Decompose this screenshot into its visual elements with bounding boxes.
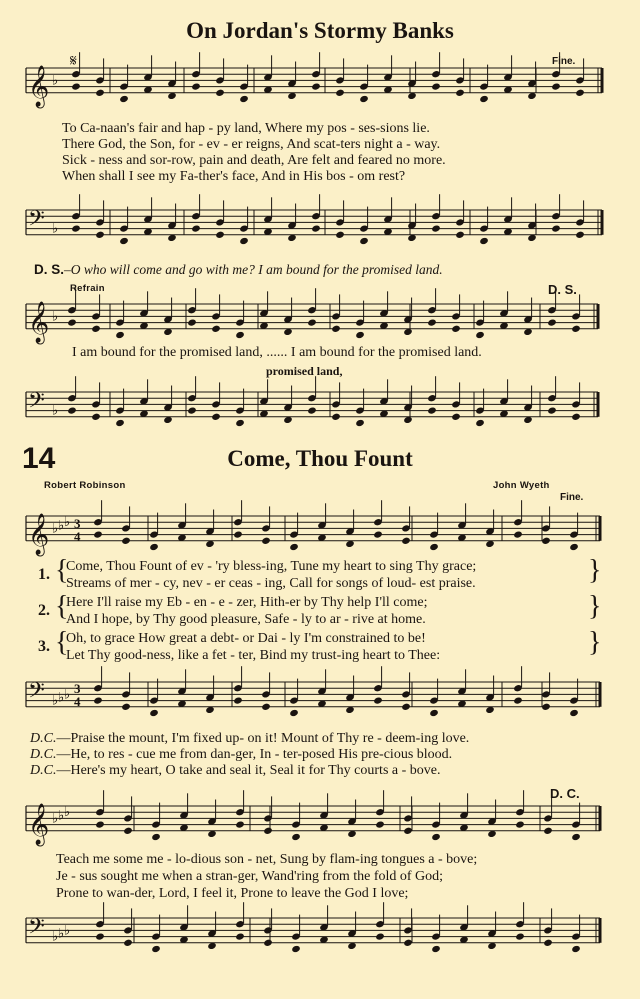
final-lyric: Je - sus sought me when a stran-ger, Wand'ring from the fold of God; — [56, 869, 444, 884]
note-head — [429, 543, 439, 551]
note-head — [431, 82, 441, 90]
note-head — [233, 696, 243, 704]
treble-clef-icon: 𝄞 — [28, 301, 50, 343]
note-head — [71, 224, 81, 232]
note-head — [331, 325, 341, 333]
dc-line — [30, 763, 441, 779]
brace-left: { — [55, 555, 69, 586]
time-signature: 4 — [74, 694, 81, 709]
note-head — [71, 82, 81, 90]
time-signature: 3 — [74, 681, 81, 696]
refrain-lyric: I am bound for the promised land, ...... I am bound for the promised land. — [72, 345, 482, 360]
final-lyric: Teach me some me - lo-dious son - net, Sung by flam-ing tongues a - bove; — [56, 852, 478, 867]
note-head — [475, 331, 485, 339]
ds-mark: D. S. — [548, 282, 577, 297]
note-head — [575, 231, 585, 239]
note-head — [513, 530, 523, 538]
note-head — [95, 820, 105, 828]
note-head — [375, 820, 385, 828]
note-head — [291, 833, 301, 841]
note-head — [373, 530, 383, 538]
note-head — [123, 827, 133, 835]
flat-icon: ♭ — [64, 923, 71, 939]
note-head — [307, 318, 317, 326]
verse-line: Streams of mer - cy, nev - er ceas - ing, Call for songs of loud- est praise. — [66, 576, 476, 591]
note-head — [571, 833, 581, 841]
dc-line — [30, 747, 452, 763]
note-head — [429, 709, 439, 717]
note-head — [335, 89, 345, 97]
fine-mark: Fine. — [552, 56, 576, 67]
note-head — [291, 945, 301, 953]
verse-line: And I hope, by Thy good pleasure, Safe - ly to ar - rive at home. — [66, 612, 426, 627]
dc-label: D.C. — [30, 763, 57, 778]
verse-line: Sick - ness and sor-row, pain and death, Are felt and feared no more. — [62, 153, 446, 168]
note-head — [575, 89, 585, 97]
note-head — [541, 703, 551, 711]
note-head — [401, 703, 411, 711]
flat-icon: ♭ — [58, 690, 65, 706]
flat-icon: ♭ — [58, 808, 65, 824]
note-head — [569, 543, 579, 551]
ds-lyric: –O who will come and go with me? I am bound for the promised land. — [64, 262, 443, 277]
note-head — [513, 696, 523, 704]
final-lyric: Prone to wan-der, Lord, I feel it, Prone to leave the God I love; — [56, 886, 409, 901]
note-head — [235, 331, 245, 339]
dc-mark: D. C. — [550, 786, 580, 801]
dc-text: —He, to res - cue me from dan-ger, In - ter-posed His pre-cious blood. — [56, 747, 453, 762]
note-head — [191, 224, 201, 232]
brace-left: { — [55, 591, 69, 622]
note-head — [403, 827, 413, 835]
note-head — [93, 530, 103, 538]
time-signature: 3 — [74, 516, 81, 531]
note-head — [515, 820, 525, 828]
verse-line: Here I'll raise my Eb - en - e - zer, Hith-er by Thy help I'll come; — [66, 595, 428, 610]
note-head — [93, 696, 103, 704]
note-head — [571, 945, 581, 953]
note-head — [211, 413, 221, 421]
treble-clef-icon: 𝄞 — [28, 513, 50, 555]
note-head — [119, 95, 129, 103]
bass-clef-icon: 𝄢 — [28, 388, 45, 419]
note-head — [115, 419, 125, 427]
note-head — [375, 932, 385, 940]
note-head — [263, 939, 273, 947]
note-head — [571, 325, 581, 333]
note-head — [451, 325, 461, 333]
note-head — [455, 89, 465, 97]
note-head — [541, 537, 551, 545]
note-head — [149, 543, 159, 551]
note-head — [359, 95, 369, 103]
note-head — [121, 537, 131, 545]
author: Robert Robinson — [44, 480, 126, 491]
flat-icon: ♭ — [52, 929, 59, 945]
verse-number: 2. — [38, 602, 50, 619]
note-head — [187, 318, 197, 326]
note-head — [515, 932, 525, 940]
brace-right: } — [588, 591, 602, 622]
note-head — [95, 89, 105, 97]
note-head — [427, 406, 437, 414]
note-head — [331, 413, 341, 421]
note-head — [67, 318, 77, 326]
note-head — [91, 413, 101, 421]
note-head — [215, 231, 225, 239]
dc-text: —Here's my heart, O take and seal it, Seal it for Thy courts a - bove. — [56, 763, 441, 778]
dc-label: D.C. — [30, 731, 57, 746]
note-head — [191, 82, 201, 90]
note-head — [263, 827, 273, 835]
bass-clef-icon: 𝄢 — [28, 914, 45, 945]
flat-icon: ♭ — [52, 811, 59, 827]
note-head — [215, 89, 225, 97]
note-head — [401, 537, 411, 545]
note-head — [403, 939, 413, 947]
bass-clef-icon: 𝄢 — [28, 678, 45, 709]
note-head — [119, 237, 129, 245]
note-head — [451, 413, 461, 421]
refrain-echo: promised land, — [266, 364, 343, 378]
note-head — [547, 406, 557, 414]
note-head — [479, 95, 489, 103]
verse-line: Let Thy good-ness, like a fet - ter, Bind my trust-ing heart to Thee: — [66, 648, 441, 663]
flat-icon: ♭ — [64, 805, 71, 821]
note-head — [431, 945, 441, 953]
note-head — [187, 406, 197, 414]
note-head — [551, 224, 561, 232]
note-head — [211, 325, 221, 333]
verse-line: There God, the Son, for - ev - er reigns, And scat-ters night a - way. — [62, 137, 441, 152]
bass-clef-icon: 𝄢 — [28, 206, 45, 237]
note-head — [115, 331, 125, 339]
ds-label: D. S. — [34, 262, 65, 277]
flat-icon: ♭ — [64, 515, 71, 531]
note-head — [479, 237, 489, 245]
note-head — [431, 833, 441, 841]
note-head — [289, 543, 299, 551]
note-head — [551, 82, 561, 90]
note-head — [233, 530, 243, 538]
note-head — [235, 820, 245, 828]
note-head — [569, 709, 579, 717]
note-head — [239, 237, 249, 245]
note-head — [95, 231, 105, 239]
hymn-number: 14 — [22, 442, 56, 475]
verse-line: To Ca-naan's fair and hap - py land, Where my pos - ses-sions lie. — [62, 121, 430, 136]
note-head — [475, 419, 485, 427]
note-head — [261, 537, 271, 545]
note-head — [373, 696, 383, 704]
verse-number: 3. — [38, 638, 50, 655]
note-head — [547, 318, 557, 326]
flat-icon: ♭ — [52, 693, 59, 709]
verse-line: When shall I see my Fa-ther's face, And in His bos - om rest? — [62, 169, 406, 184]
note-head — [455, 231, 465, 239]
flat-icon: ♭ — [52, 73, 59, 89]
flat-icon: ♭ — [52, 403, 59, 419]
flat-icon: ♭ — [64, 687, 71, 703]
note-head — [355, 419, 365, 427]
note-head — [121, 703, 131, 711]
note-head — [91, 325, 101, 333]
note-head — [307, 406, 317, 414]
note-head — [151, 833, 161, 841]
note-head — [359, 237, 369, 245]
hymn-title: Come, Thou Fount — [227, 446, 413, 471]
note-head — [311, 82, 321, 90]
note-head — [239, 95, 249, 103]
brace-right: } — [588, 555, 602, 586]
note-head — [427, 318, 437, 326]
verse-line: Come, Thou Fount of ev - 'ry bless-ing, Tune my heart to sing Thy grace; — [66, 559, 477, 574]
note-head — [311, 224, 321, 232]
flat-icon: ♭ — [58, 518, 65, 534]
note-head — [67, 406, 77, 414]
dc-label: D.C. — [30, 747, 57, 762]
dc-text: —Praise the mount, I'm fixed up- on it! Mount of Thy re - deem-ing love. — [56, 731, 470, 746]
note-head — [95, 932, 105, 940]
note-head — [235, 932, 245, 940]
note-head — [235, 419, 245, 427]
flat-icon: ♭ — [52, 221, 59, 237]
ds-text — [34, 262, 443, 278]
flat-icon: ♭ — [52, 521, 59, 537]
verse-line: Oh, to grace How great a debt- or Dai - ly I'm constrained to be! — [66, 631, 426, 646]
note-head — [543, 939, 553, 947]
note-head — [149, 709, 159, 717]
note-head — [355, 331, 365, 339]
flat-icon: ♭ — [58, 926, 65, 942]
note-head — [289, 709, 299, 717]
note-head — [431, 224, 441, 232]
note-head — [123, 939, 133, 947]
flat-icon: ♭ — [52, 309, 59, 325]
dc-line — [30, 731, 469, 747]
verse-number: 1. — [38, 566, 50, 583]
hymn-title: On Jordan's Stormy Banks — [186, 18, 454, 43]
brace-left: { — [55, 627, 69, 658]
composer: John Wyeth — [493, 480, 550, 491]
note-head — [335, 231, 345, 239]
note-head — [261, 703, 271, 711]
refrain-label: Refrain — [70, 283, 105, 294]
note-head — [571, 413, 581, 421]
segno-icon: 𝄋 — [70, 51, 77, 70]
brace-right: } — [588, 627, 602, 658]
note-head — [543, 827, 553, 835]
treble-clef-icon: 𝄞 — [28, 803, 50, 845]
note-head — [151, 945, 161, 953]
fine-mark: Fine. — [560, 492, 584, 503]
treble-clef-icon: 𝄞 — [28, 65, 50, 107]
time-signature: 4 — [74, 529, 81, 544]
